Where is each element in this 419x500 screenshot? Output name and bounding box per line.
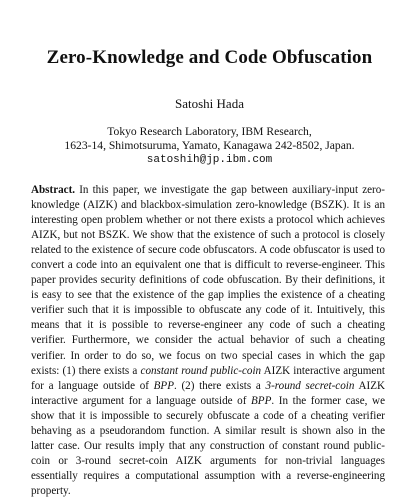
bpp-class-1: BPP xyxy=(153,379,174,392)
abstract-text-4: AIZK interactive argument for a language outside of xyxy=(31,379,385,407)
paper-title: Zero-Knowledge and Code Obfuscation xyxy=(46,47,373,68)
abstract-label: Abstract. xyxy=(31,184,76,196)
bpp-class-2: BPP xyxy=(251,394,272,407)
author-name: Satoshi Hada xyxy=(175,96,244,111)
author-email: satoshih@jp.ibm.com xyxy=(146,154,273,166)
affiliation xyxy=(0,125,419,167)
abstract-text-5: . In the former case, we show that it is impossible to securely obfuscate a code of a cheating verifier behaving as a pseudorandom function. A similar result is shown also in the latter case. Our results imply that any construction of constant round public-coin or 3-round secret-coin AIZK arguments for non-trivial languages essentially requires a computational assumption with a reverse-engineering property. xyxy=(31,394,385,497)
affiliation-line-1: Tokyo Research Laboratory, IBM Research, xyxy=(107,125,312,138)
abstract-emphasis-1: constant round public-coin xyxy=(140,364,262,377)
affiliation-line-2: 1623-14, Shimotsuruma, Yamato, Kanagawa 242-8502, Japan. xyxy=(64,139,355,152)
abstract-text-2: AIZK interactive argument for a language outside of xyxy=(31,364,385,392)
abstract xyxy=(31,183,385,499)
abstract-emphasis-2: 3-round secret-coin xyxy=(265,379,355,392)
abstract-text-1: In this paper, we investigate the gap between auxiliary-input zero-knowledge (AIZK) and blackbox-simulation zero-knowledge (BSZK). It is an interesting open problem whether or not there exists a protocol which achieves AIZK, but not BSZK. We show that the existence of such a protocol is closely related to the existence of secure code obfuscators. A code obfuscator is used to convert a code into an equivalent one that is difficult to reverse-engineer. This paper provides security definitions of code obfuscation. By their definitions, it is easy to see that the existence of the gap implies the existence of a cheating verifier such that it is impossible to obfuscate any code of it. Intuitively, this means that it is possible to reverse-engineer any code of such a cheating verifier. Furthermore, we consider the actual behavior of such a cheating verifier. In order to do so, we focus on two special cases in which the gap exists: (1) there exists a xyxy=(31,184,385,377)
abstract-text-3: . (2) there exists a xyxy=(173,379,266,392)
